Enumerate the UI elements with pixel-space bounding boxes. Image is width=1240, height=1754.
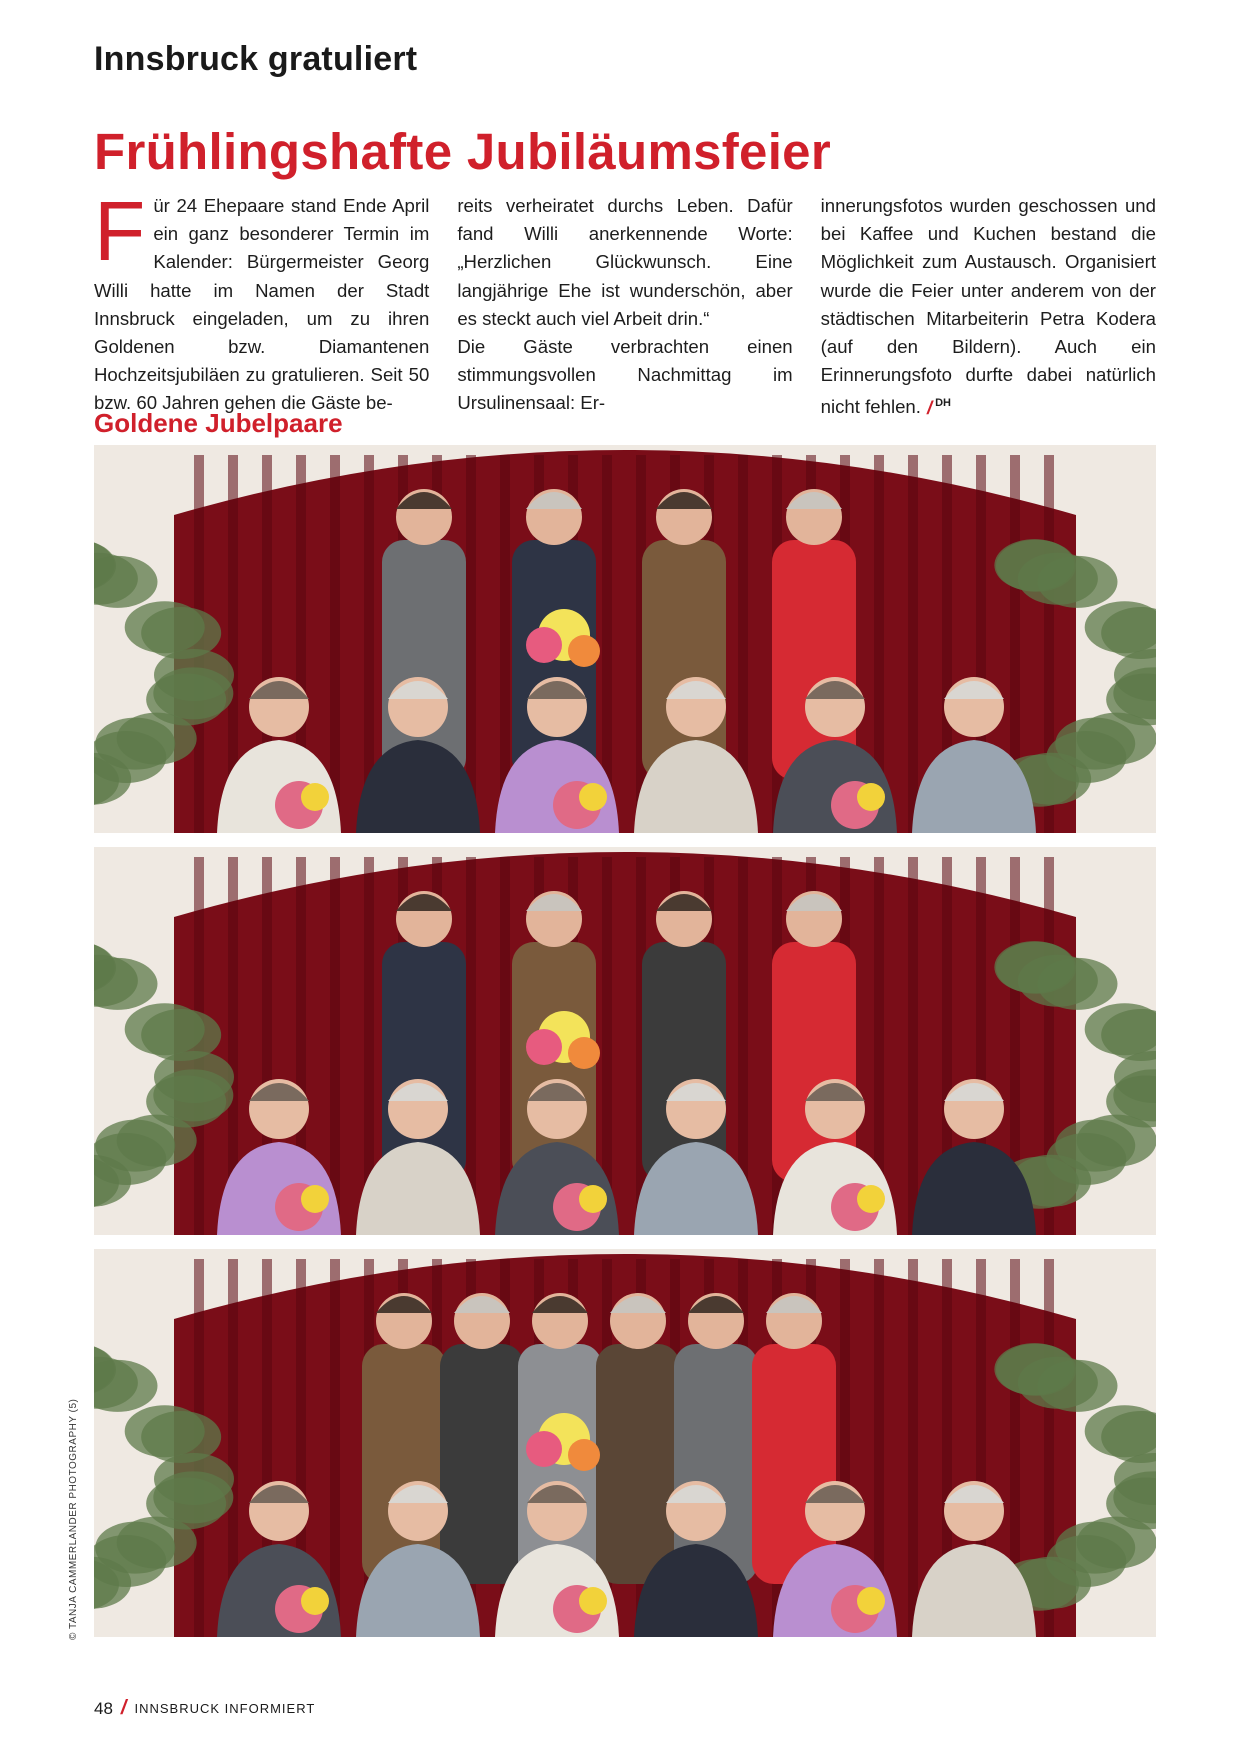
group-photo-3-scene <box>94 1249 1156 1637</box>
author-initials: DH <box>935 397 951 410</box>
curtain-fold <box>330 857 340 1235</box>
article-column-3 <box>821 192 1156 422</box>
group-photo-2-scene <box>94 847 1156 1235</box>
column-3-text: innerungsfotos wurden geschossen und bei Kaffee und Kuchen bestand die Möglichkeit zum Austausch. Organisiert wurde die Feier unter anderem von der städtischen Mitarbeiterin Petra Kodera (auf den Bildern). Auch ein Erinnerungsfoto durfte dabei natürlich nicht fehlen. <box>820 195 1156 418</box>
article-column-1 <box>94 184 430 422</box>
curtain-fold <box>908 455 918 833</box>
footer-slash-mark: / <box>120 1697 127 1719</box>
group-photo-1 <box>94 445 1156 833</box>
end-mark: / <box>926 396 933 418</box>
group-photo-1-scene <box>94 445 1156 833</box>
curtain-fold <box>330 1259 340 1637</box>
curtain-fold <box>330 455 340 833</box>
group-photo-3 <box>94 1249 1156 1637</box>
page-footer <box>94 1697 315 1720</box>
page-number: 48 <box>94 1698 113 1718</box>
article-column-2 <box>457 192 792 422</box>
publication-name: INNSBRUCK INFORMIERT <box>134 1701 316 1716</box>
article-headline: Frühlingshafte Jubiläumsfeier <box>94 123 831 180</box>
column-2-paragraph-1: reits verheiratet durchs Leben. Dafür fand Willi anerkennende Worte: „Herzlichen Glückwunsch. Eine langjährige Ehe ist wunderschön, aber es steckt auch viel Arbeit drin.“ <box>457 195 793 329</box>
article-body <box>94 184 1156 422</box>
photo-subheading: Goldene Jubelpaare <box>94 408 343 438</box>
section-title: Innsbruck gratuliert <box>94 40 418 78</box>
column-1-text: ür 24 Ehepaare stand Ende April ein ganz besonderer Termin im Kalender: Bürgermeister Georg Willi hatte im Namen der Stadt Innsbruck eingeladen, um zu ihren Goldenen bzw. Diamantenen Hochzeitsjubiläen zu gratulieren. Seit 50 bzw. 60 Jahren gehen die Gäste be- <box>94 195 430 414</box>
group-photo-2 <box>94 847 1156 1235</box>
curtain-fold <box>908 857 918 1235</box>
curtain-fold <box>908 1259 918 1637</box>
column-2-paragraph-2: Die Gäste verbrachten einen stimmungsvollen Nachmittag im Ursulinensaal: Er- <box>457 336 793 414</box>
drop-cap: F <box>94 184 146 278</box>
photo-credit: © TANJA CAMMERLANDER PHOTOGRAPHY (5) <box>68 1398 79 1640</box>
